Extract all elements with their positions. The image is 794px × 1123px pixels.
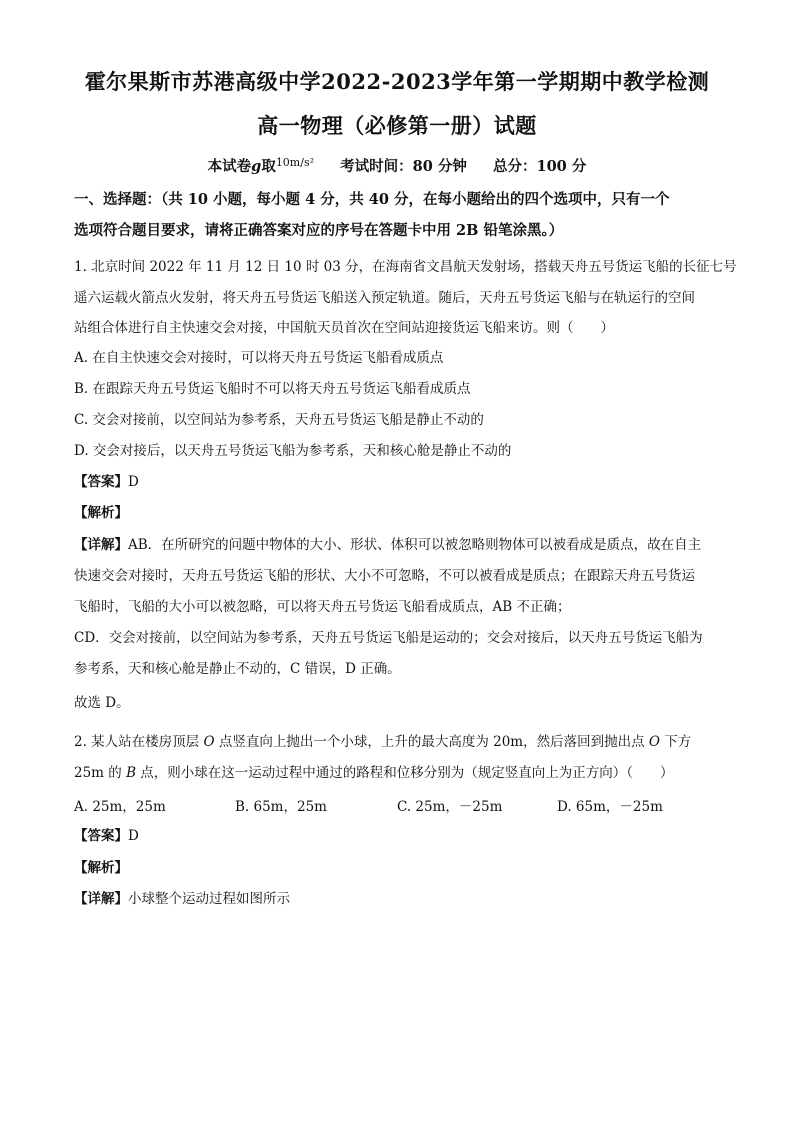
- answer-tag: 【答案】: [74, 474, 128, 490]
- q1-option-a: A. 在自主快速交会对接时，可以将天舟五号货运飞船看成质点: [74, 350, 444, 366]
- q2-option-d: D. 65m，－25m: [557, 799, 663, 815]
- point-b: B: [126, 765, 136, 781]
- point-o: O: [203, 734, 215, 750]
- g-unit: 10m/s²: [275, 156, 315, 169]
- answer-tag: 【答案】: [74, 828, 128, 844]
- q2-text: 下方: [659, 734, 692, 750]
- detail-tag: 【详解】: [74, 537, 128, 553]
- q1-stem-line3: 站组合体进行自主快速交会对接，中国航天员首次在空间站迎接货运飞船来访。则（ ）: [74, 320, 614, 336]
- q2-text: 点，则小球在这一运动过程中通过的路程和位移分别为（规定竖直向上为正方向）（ ）: [135, 765, 674, 781]
- exam-title: 霍尔果斯市苏港高级中学2022-2023学年第一学期期中教学检测: [84, 69, 710, 94]
- q2-stem-line2: [74, 763, 734, 783]
- exam-subtitle: 高一物理（必修第一册）试题: [257, 113, 537, 138]
- q2-option-b: B. 65m，25m: [235, 799, 327, 815]
- q1-detail-line5: 参考系，天和核心舱是静止不动的，C 错误，D 正确。: [74, 661, 401, 677]
- answer-value: D: [128, 828, 139, 844]
- detail-text: AB．在所研究的问题中物体的大小、形状、体积可以被忽略则物体可以被看成是质点，故在自主: [128, 537, 702, 553]
- q1-option-b: B. 在跟踪天舟五号货运飞船时不可以将天舟五号货运飞船看成质点: [74, 381, 471, 397]
- q1-detail-line2: 快速交会对接时，天舟五号货运飞船的形状、大小不可忽略，不可以被看成是质点；在跟踪天舟五号货运: [74, 568, 695, 584]
- exam-score: 总分：100 分: [493, 158, 587, 175]
- q1-analysis-tag: 【解析】: [74, 505, 128, 521]
- q2-option-c: C. 25m，－25m: [397, 799, 503, 815]
- section-heading-line2: 选项符合题目要求，请将正确答案对应的序号在答题卡中用 2B 铅笔涂黑。）: [74, 222, 564, 239]
- q2-detail: [74, 889, 734, 909]
- q2-stem-line1: [74, 732, 734, 752]
- q1-detail-line1: [74, 535, 734, 555]
- g-prefix: 本试卷: [207, 158, 252, 175]
- q1-stem-line2: 遥六运载火箭点火发射，将天舟五号货运飞船送入预定轨道。随后，天舟五号货运飞船与在轨运行的空间: [74, 290, 695, 306]
- detail-text: 小球整个运动过程如图所示: [128, 891, 290, 907]
- q2-text: 2. 某人站在楼房顶层: [74, 734, 204, 750]
- exam-time: 考试时间：80 分钟: [340, 158, 467, 175]
- q2-analysis-tag: 【解析】: [74, 860, 128, 876]
- q1-conclusion: 故选 D。: [74, 695, 130, 711]
- q2-option-a: A. 25m，25m: [74, 799, 166, 815]
- q1-option-c: C. 交会对接前，以空间站为参考系，天舟五号货运飞船是静止不动的: [74, 412, 484, 428]
- q1-answer: [74, 472, 734, 492]
- q1-detail-line4: CD．交会对接前，以空间站为参考系，天舟五号货运飞船是运动的；交会对接后，以天舟五号货运飞船为: [74, 630, 703, 646]
- answer-value: D: [128, 474, 139, 490]
- point-o: O: [648, 734, 660, 750]
- q2-text: 点竖直向上抛出一个小球，上升的最大高度为 20m，然后落回到抛出点: [214, 734, 649, 750]
- detail-tag: 【详解】: [74, 891, 128, 907]
- q2-text: 25m 的: [74, 765, 127, 781]
- g-symbol: g: [251, 158, 262, 175]
- section-heading-line1: 一、选择题：（共 10 小题，每小题 4 分，共 40 分，在每小题给出的四个选项中，只有一个: [74, 191, 670, 208]
- q1-option-d: D. 交会对接后，以天舟五号货运飞船为参考系，天和核心舱是静止不动的: [74, 443, 512, 459]
- exam-meta: [0, 155, 794, 176]
- q2-answer: [74, 826, 734, 846]
- q1-stem-line1: 1. 北京时间 2022 年 11 月 12 日 10 时 03 分，在海南省文昌航天发射场，搭载天舟五号货运飞船的长征七号: [74, 259, 737, 275]
- g-take: 取: [261, 158, 276, 175]
- q1-detail-line3: 飞船时，飞船的大小可以被忽略，可以将天舟五号货运飞船看成质点，AB 不正确；: [74, 599, 571, 615]
